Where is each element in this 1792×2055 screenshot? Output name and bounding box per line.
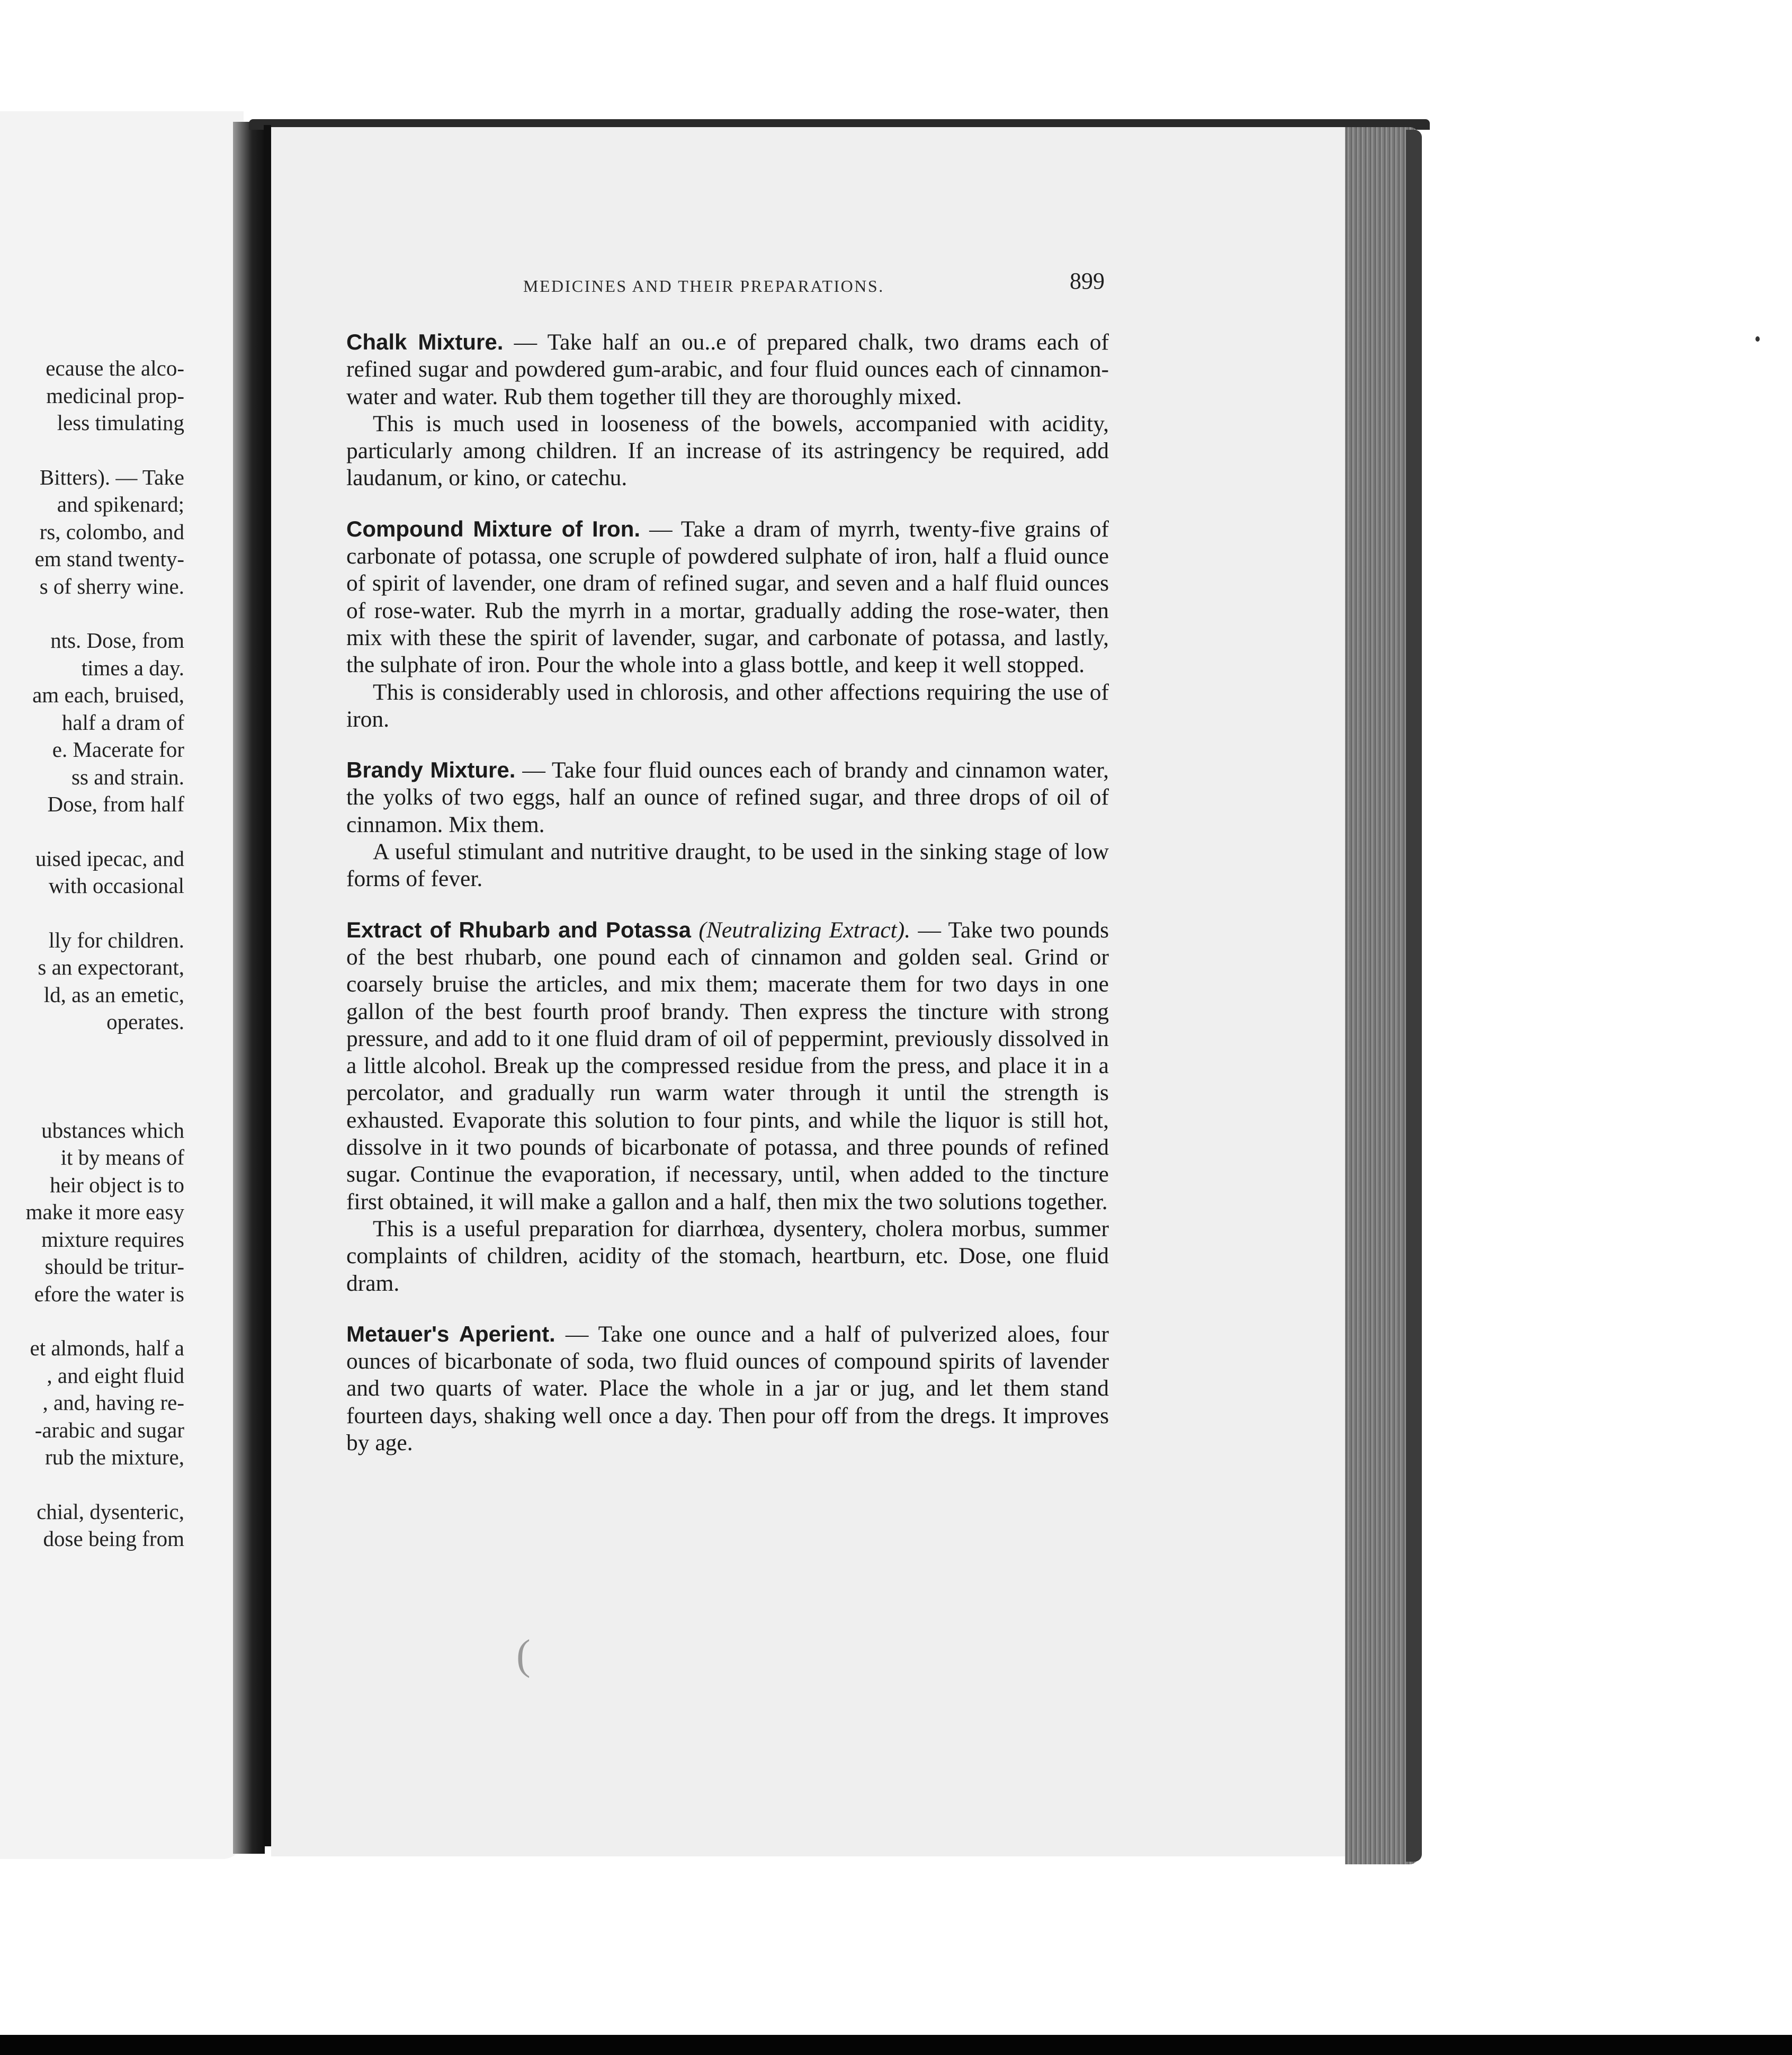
left-page-line: operates. — [106, 1009, 184, 1034]
left-page-line: should be tritur- — [44, 1254, 184, 1279]
left-page-line: -arabic and sugar — [34, 1417, 184, 1442]
left-page-line: am each, bruised, — [32, 683, 184, 707]
line-gap — [0, 1036, 184, 1063]
book-gutter — [233, 122, 265, 1854]
entry-metauers-aperient — [346, 1320, 1109, 1457]
entry-compound-mixture-of-iron — [346, 515, 1109, 733]
entry-title: Brandy Mixture. — [346, 757, 516, 783]
line-gap — [0, 1471, 184, 1498]
entry-paragraph — [346, 916, 1109, 1216]
left-page — [0, 111, 244, 1859]
left-page-line: , and, having re- — [42, 1390, 184, 1415]
entry-title: Compound Mixture of Iron. — [346, 516, 641, 541]
left-page-line: ecause the alco- — [46, 356, 184, 380]
entry-paragraph: This is much used in looseness of the bowels, accompanied with acidity, particularly among children. If an increase of its astringency be required, add laudanum, or kino, or catechu. — [346, 410, 1109, 491]
left-page-line: efore the water is — [34, 1281, 184, 1306]
left-page-line: heir object is to — [50, 1172, 184, 1197]
left-page-text — [0, 355, 184, 1553]
gutter-rule — [264, 125, 271, 1846]
left-page-line: times a day. — [81, 655, 184, 680]
left-page-line: ss and strain. — [71, 764, 184, 789]
left-page-line: ubstances which — [41, 1118, 184, 1142]
entry-paragraph — [346, 515, 1109, 679]
left-page-line: e. Macerate for — [52, 737, 184, 762]
entry-title: Extract of Rhubarb and Potassa — [346, 917, 691, 942]
entry-paragraph: This is a useful preparation for diarrhœa, dysentery, cholera morbus, summer complaints of children, acidity of the stomach, heartburn, etc. Dose, one fluid dram. — [346, 1216, 1109, 1296]
entry-paragraph — [346, 328, 1109, 410]
left-page-line: nts. Dose, from — [50, 628, 184, 653]
left-page-line: with occasional — [48, 873, 184, 898]
entry-chalk-mixture — [346, 328, 1109, 492]
left-page-line: em stand twenty- — [34, 547, 184, 571]
left-page-line: and spikenard; — [57, 492, 184, 516]
left-page-line: dose being from — [43, 1526, 184, 1551]
left-page-line: it by means of — [60, 1145, 184, 1169]
page-body — [346, 328, 1109, 1457]
line-gap — [0, 1090, 184, 1117]
left-page-line: lly for children. — [48, 927, 184, 952]
left-page-line: uised ipecac, and — [35, 846, 184, 871]
left-page-line: s an expectorant, — [38, 955, 184, 979]
entry-subtitle: (Neutralizing Extract). — [698, 917, 911, 943]
left-page-line: rs, colombo, and — [39, 519, 184, 544]
left-page-line: et almonds, half a — [30, 1336, 184, 1360]
line-gap — [0, 1308, 184, 1335]
entry-text: — Take half an ou..e of prepared chalk, two drams each of refined sugar and powdered gum-arabic, and four fluid ounces each of cinnamon-water and water. Rub them together till they are thoroughly mixed. — [346, 329, 1109, 409]
entry-text: — Take a dram of myrrh, twenty-five grains of carbonate of potassa, one scruple of powdered sulphate of iron, half a fluid ounce of spirit of lavender, one dram of refined sugar, and seven and a half fluid ounces of rose-water. Rub the myrrh in a mortar, gradually adding the rose-water, then mix with these the spirit of lavender, sugar, and carbonate of potassa, and lastly, the sulphate of iron. Pour the whole into a glass bottle, and keep it well stopped. — [346, 516, 1109, 678]
left-page-line: ld, as an emetic, — [43, 982, 184, 1007]
entry-extract-of-rhubarb — [346, 916, 1109, 1297]
left-page-line: s of sherry wine. — [39, 574, 184, 598]
left-page-line: less timulating — [57, 410, 184, 435]
left-page-line: make it more easy — [25, 1200, 184, 1224]
left-page-line: mixture requires — [41, 1227, 184, 1252]
left-page-line: medicinal prop- — [46, 383, 184, 408]
line-gap — [0, 900, 184, 927]
running-header: MEDICINES AND THEIR PREPARATIONS. — [523, 276, 884, 296]
left-page-line: Bitters). — Take — [39, 464, 184, 489]
entry-paragraph: This is considerably used in chlorosis, and other affections requiring the use of iron. — [346, 679, 1109, 732]
line-gap — [0, 437, 184, 464]
entry-text: — Take one ounce and a half of pulverized aloes, four ounces of bicarbonate of soda, two fluid ounces of compound spirits of lavender and two quarts of water. Place the whole in a jar or jug, and let them stand fourteen days, shaking well once a day. Then pour off from the dregs. It improves by age. — [346, 1321, 1109, 1455]
page-number: 899 — [1070, 268, 1105, 294]
left-page-line: rub the mixture, — [44, 1445, 184, 1469]
line-gap — [0, 1063, 184, 1090]
left-page-line: Dose, from half — [47, 792, 184, 816]
scan-speck — [1755, 336, 1760, 342]
entry-paragraph — [346, 1320, 1109, 1457]
left-page-line: half a dram of — [61, 710, 184, 735]
book-cover-side — [1406, 130, 1422, 1862]
entry-text: — Take four fluid ounces each of brandy and cinnamon water, the yolks of two eggs, half an ounce of refined sugar, and three drops of oil of cinnamon. Mix them. — [346, 757, 1109, 837]
entry-title: Chalk Mixture. — [346, 329, 504, 354]
entry-paragraph — [346, 756, 1109, 838]
line-gap — [0, 600, 184, 627]
entry-title: Metauer's Aperient. — [346, 1321, 555, 1346]
line-gap — [0, 818, 184, 845]
entry-brandy-mixture — [346, 756, 1109, 892]
entry-text: — Take two pounds of the best rhubarb, one pound each of cinnamon and golden seal. Grind or coarsely bruise the articles, and mix them; macerate them for two days in one gallon of the best fourth proof brandy. Then express the tincture with strong pressure, and add to it one fluid dram of oil of peppermint, previously dissolved in a little alcohol. Break up the compressed residue from the press, and place it in a percolator, and gradually run warm water through it until the strength is exhausted. Evaporate this solution to four pints, and while the liquor is still hot, dissolve in it two pounds of bicarbonate of potassa, and three pounds of refined sugar. Continue the evaporation, if necessary, until, when added to the tincture first obtained, it will make a gallon and a half, then mix the two solutions together. — [346, 917, 1109, 1214]
stray-mark: ( — [516, 1632, 531, 1678]
left-page-line: chial, dysenteric, — [37, 1499, 184, 1524]
scan-border — [0, 2035, 1792, 2055]
entry-paragraph: A useful stimulant and nutritive draught, to be used in the sinking stage of low forms of fever. — [346, 839, 1109, 892]
left-page-line: , and eight fluid — [47, 1363, 184, 1388]
